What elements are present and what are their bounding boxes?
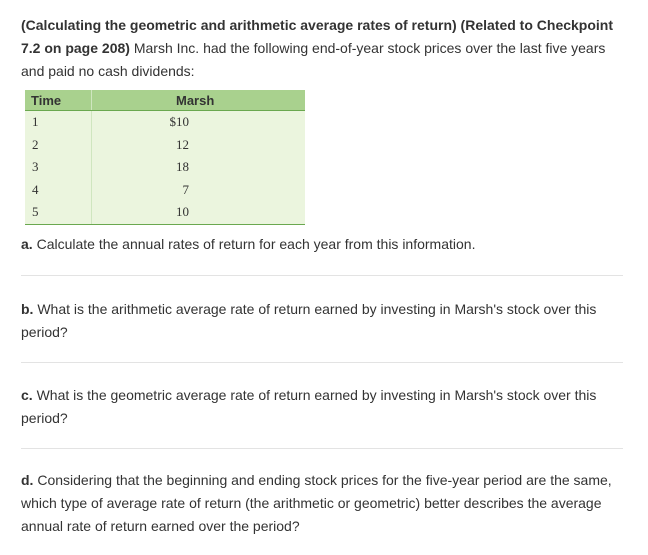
table-row: [25, 156, 305, 179]
time-cell: 4: [25, 179, 92, 202]
question-text: What is the geometric average rate of return earned by investing in Marsh's stock over this period?: [21, 387, 597, 426]
divider: [21, 448, 623, 449]
column-header-time: Time: [25, 90, 92, 111]
question-a: [21, 233, 621, 256]
stock-price-table: [25, 90, 305, 225]
marsh-price-cell: 12: [92, 134, 306, 157]
question-text: Considering that the beginning and ending stock prices for the five-year period are the same, which type of average rate of return (the arithmetic or geometric) better describes the average annual rate of return earned over the period?: [21, 472, 612, 534]
question-text: Calculate the annual rates of return for each year from this information.: [32, 236, 476, 252]
table-row: [25, 201, 305, 224]
question-c: [21, 384, 621, 430]
problem-intro: [21, 14, 631, 83]
question-label: a.: [21, 236, 33, 252]
divider: [21, 362, 623, 363]
marsh-price-cell: $10: [92, 111, 306, 134]
question-text: What is the arithmetic average rate of return earned by investing in Marsh's stock over this period?: [21, 301, 597, 340]
problem-heading: (Calculating the geometric and arithmetic average rates of return) (Related to Checkpoint 7.2 on page 208): [21, 17, 614, 56]
time-cell: 2: [25, 134, 92, 157]
marsh-price-cell: 18: [92, 156, 306, 179]
question-label: b.: [21, 301, 34, 317]
question-d: [21, 469, 621, 538]
question-label: d.: [21, 472, 34, 488]
table-row: [25, 111, 305, 134]
question-label: c.: [21, 387, 33, 403]
question-b: [21, 298, 621, 344]
problem-description: Marsh Inc. had the following end-of-year stock prices over the last five years and paid no cash dividends:: [21, 40, 606, 79]
marsh-price-cell: 7: [92, 179, 306, 202]
time-cell: 5: [25, 201, 92, 224]
time-cell: 3: [25, 156, 92, 179]
table-row: [25, 179, 305, 202]
table-row: [25, 134, 305, 157]
divider: [21, 275, 623, 276]
time-cell: 1: [25, 111, 92, 134]
marsh-price-cell: 10: [92, 201, 306, 224]
table-header-row: [25, 90, 305, 111]
column-header-marsh: Marsh: [92, 90, 306, 111]
